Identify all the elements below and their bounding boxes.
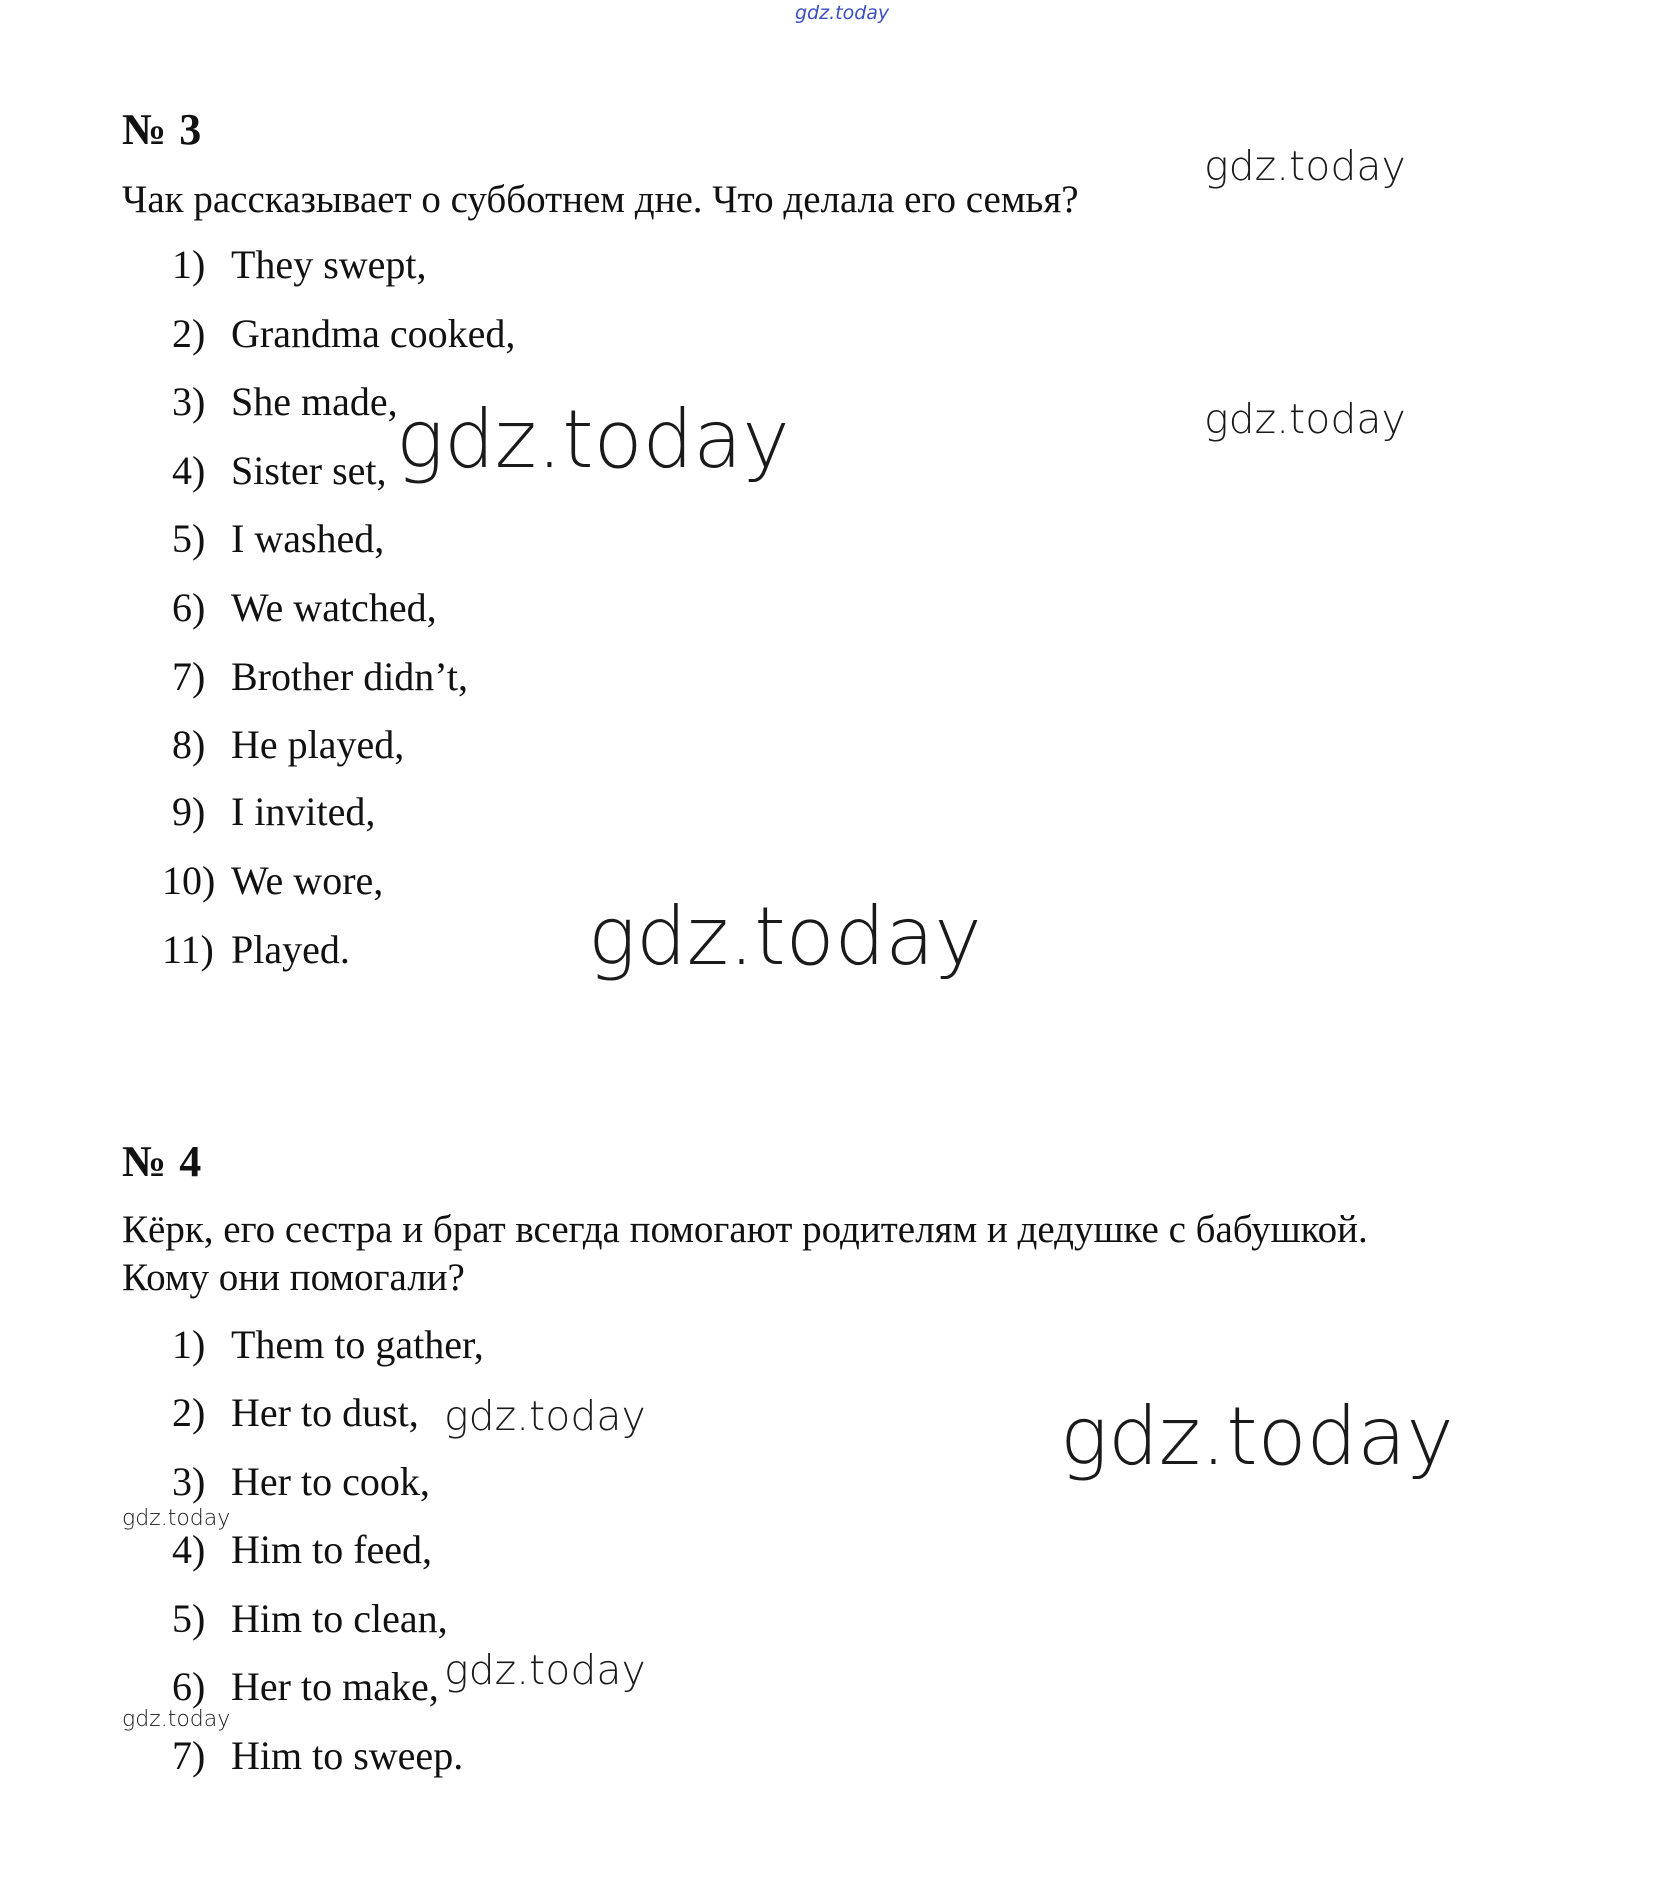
item-number: 5)	[172, 1596, 206, 1641]
item-number: 1)	[172, 242, 206, 287]
section-4-heading: № 4	[122, 1137, 203, 1186]
item-text: We wore,	[231, 858, 384, 903]
item-number: 7)	[172, 654, 206, 699]
item-text: She made,	[231, 379, 398, 424]
section-3-prompt: Чак рассказывает о субботнем дне. Что делала его семья?	[122, 178, 1079, 221]
item-text: They swept,	[231, 242, 427, 287]
item-number: 11)	[162, 927, 214, 972]
item-number: 3)	[172, 379, 206, 424]
item-number: 4)	[172, 1527, 206, 1572]
watermark: gdz.today	[1060, 1390, 1454, 1483]
item-number: 1)	[172, 1322, 206, 1367]
watermark: gdz.today	[1204, 142, 1406, 190]
watermark: gdz.today	[444, 1646, 646, 1694]
item-text: Grandma cooked,	[231, 311, 516, 356]
item-number: 8)	[172, 722, 206, 767]
item-text: Sister set,	[231, 448, 387, 493]
item-text: Played.	[231, 927, 350, 972]
watermark: gdz.today	[122, 1506, 231, 1531]
item-text: We watched,	[231, 585, 437, 630]
watermark: gdz.today	[1204, 395, 1406, 443]
item-text: Her to dust,	[231, 1390, 419, 1435]
watermark: gdz.today	[396, 393, 790, 486]
item-number: 4)	[172, 448, 206, 493]
item-text: Him to feed,	[231, 1527, 433, 1572]
section-4-prompt-line-2: Кому они помогали?	[122, 1256, 465, 1299]
item-text: Him to sweep.	[231, 1733, 464, 1778]
item-text: Brother didn’t,	[231, 654, 469, 699]
item-text: I washed,	[231, 516, 385, 561]
item-number: 7)	[172, 1733, 206, 1778]
item-text: I invited,	[231, 789, 376, 834]
item-number: 10)	[162, 858, 216, 903]
section-3-heading: № 3	[122, 105, 203, 154]
item-number: 9)	[172, 789, 206, 834]
item-number: 5)	[172, 516, 206, 561]
item-text: Them to gather,	[231, 1322, 484, 1367]
section-4-prompt-line-1: Кёрк, его сестра и брат всегда помогают родителям и дедушке с бабушкой.	[122, 1208, 1368, 1251]
watermark: gdz.today	[588, 890, 982, 983]
item-number: 2)	[172, 311, 206, 356]
item-text: Her to make,	[231, 1664, 439, 1709]
item-text: Her to cook,	[231, 1459, 430, 1504]
item-number: 3)	[172, 1459, 206, 1504]
item-number: 6)	[172, 1664, 206, 1709]
watermark: gdz.today	[122, 1707, 231, 1732]
item-text: He played,	[231, 722, 405, 767]
watermark: gdz.today	[444, 1392, 646, 1440]
item-number: 2)	[172, 1390, 206, 1435]
item-text: Him to clean,	[231, 1596, 448, 1641]
item-number: 6)	[172, 585, 206, 630]
top-watermark: gdz.today	[795, 2, 890, 24]
